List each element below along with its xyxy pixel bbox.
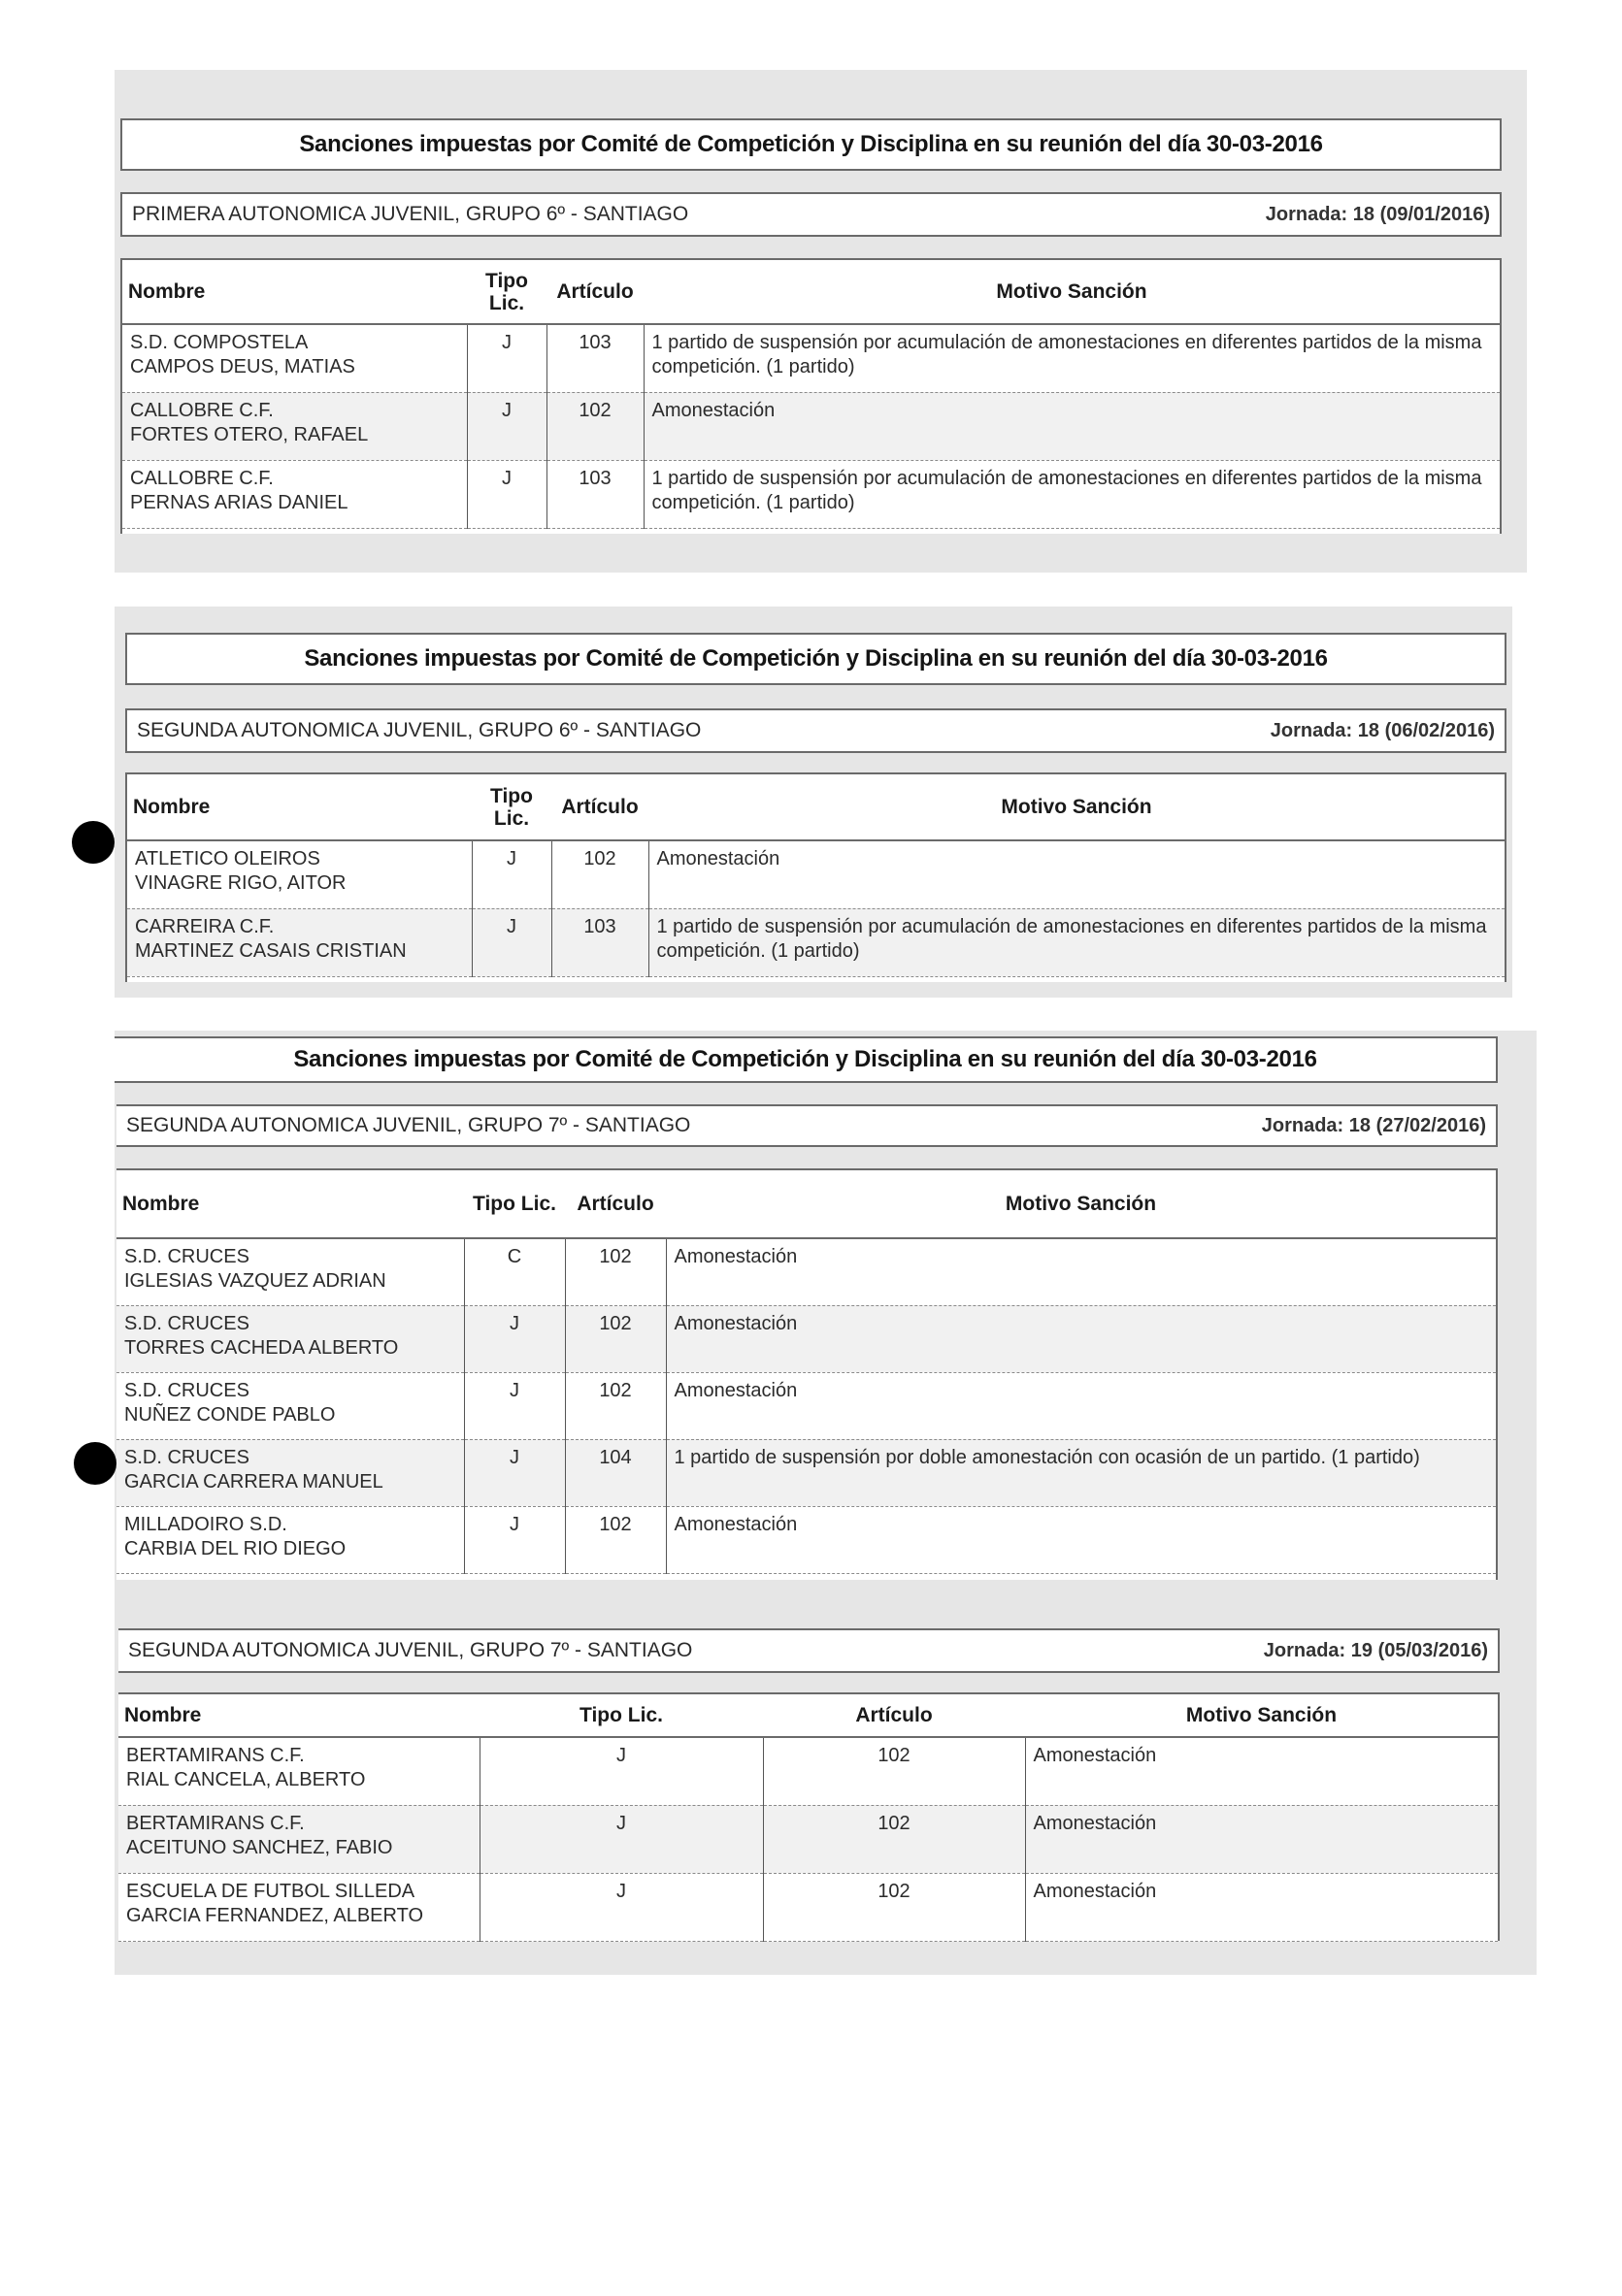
motivo: Amonestación bbox=[1025, 1737, 1498, 1805]
club-name: ESCUELA DE FUTBOL SILLEDA bbox=[126, 1880, 415, 1902]
competition-name: SEGUNDA AUTONOMICA JUVENIL, GRUPO 6º - SANTIAGO bbox=[137, 719, 702, 741]
jornada-label: Jornada: 18 (27/02/2016) bbox=[1261, 1114, 1486, 1136]
motivo: Amonestación bbox=[1025, 1873, 1498, 1941]
section-2-competition-bar bbox=[125, 708, 1506, 753]
punch-hole-dot bbox=[74, 1442, 116, 1485]
motivo: 1 partido de suspensión por acumulación de amonestaciones en diferentes partidos de la misma competición. (1 partido) bbox=[644, 324, 1500, 392]
motivo: 1 partido de suspensión por acumulación de amonestaciones en diferentes partidos de la misma competición. (1 partido) bbox=[648, 908, 1505, 976]
header-motivo: Motivo Sanción bbox=[648, 774, 1505, 840]
player-name: VINAGRE RIGO, AITOR bbox=[135, 872, 347, 894]
header-tipo-lic: Tipo Lic. bbox=[464, 1170, 565, 1238]
articulo: 102 bbox=[546, 392, 644, 460]
tipo-lic: J bbox=[472, 840, 551, 908]
articulo: 102 bbox=[565, 1372, 666, 1439]
club-name: S.D. COMPOSTELA bbox=[130, 332, 309, 353]
header-nombre: Nombre bbox=[118, 1694, 480, 1737]
section-3-competition-bar bbox=[116, 1104, 1498, 1147]
player-name: GARCIA CARRERA MANUEL bbox=[124, 1470, 383, 1492]
articulo: 102 bbox=[565, 1305, 666, 1372]
articulo: 102 bbox=[763, 1805, 1025, 1873]
tipo-lic: J bbox=[472, 908, 551, 976]
table-row bbox=[118, 1737, 1498, 1805]
section-4-table bbox=[118, 1692, 1500, 1941]
header-articulo: Artículo bbox=[763, 1694, 1025, 1737]
competition-name: SEGUNDA AUTONOMICA JUVENIL, GRUPO 7º - SANTIAGO bbox=[126, 1114, 691, 1136]
table-row bbox=[122, 324, 1500, 392]
tipo-lic: C bbox=[464, 1238, 565, 1305]
table-row bbox=[116, 1238, 1496, 1305]
table-row bbox=[127, 840, 1505, 908]
club-name: BERTAMIRANS C.F. bbox=[126, 1812, 305, 1834]
section-1-competition-bar bbox=[120, 192, 1502, 237]
club-name: S.D. CRUCES bbox=[124, 1446, 249, 1468]
player-name: IGLESIAS VAZQUEZ ADRIAN bbox=[124, 1270, 386, 1292]
header-motivo: Motivo Sanción bbox=[666, 1170, 1496, 1238]
player-name: MARTINEZ CASAIS CRISTIAN bbox=[135, 939, 407, 962]
header-articulo: Artículo bbox=[565, 1170, 666, 1238]
tipo-lic: J bbox=[464, 1439, 565, 1506]
table-row bbox=[122, 392, 1500, 460]
club-name: CALLOBRE C.F. bbox=[130, 467, 274, 489]
articulo: 103 bbox=[551, 908, 648, 976]
section-1-table bbox=[120, 258, 1502, 534]
player-name: ACEITUNO SANCHEZ, FABIO bbox=[126, 1836, 393, 1858]
club-name: MILLADOIRO S.D. bbox=[124, 1513, 287, 1535]
articulo: 102 bbox=[565, 1506, 666, 1573]
articulo: 104 bbox=[565, 1439, 666, 1506]
player-name: CARBIA DEL RIO DIEGO bbox=[124, 1537, 347, 1559]
header-tipo-lic: Tipo Lic. bbox=[467, 260, 546, 324]
table-row bbox=[116, 1506, 1496, 1573]
motivo: Amonestación bbox=[666, 1305, 1496, 1372]
tipo-lic: J bbox=[467, 460, 546, 528]
header-tipo-lic: Tipo Lic. bbox=[480, 1694, 763, 1737]
tipo-lic: J bbox=[467, 392, 546, 460]
player-name: CAMPOS DEUS, MATIAS bbox=[130, 356, 355, 377]
club-name: S.D. CRUCES bbox=[124, 1312, 249, 1334]
motivo: Amonestación bbox=[666, 1238, 1496, 1305]
table-row bbox=[116, 1439, 1496, 1506]
jornada-label: Jornada: 18 (09/01/2016) bbox=[1265, 203, 1490, 225]
tipo-lic: J bbox=[467, 324, 546, 392]
section-title-text: Sanciones impuestas por Comité de Competición y Disciplina en su reunión del día 30-03-2016 bbox=[293, 1046, 1317, 1072]
section-3-title bbox=[115, 1036, 1498, 1083]
player-name: FORTES OTERO, RAFAEL bbox=[130, 423, 369, 445]
articulo: 102 bbox=[763, 1873, 1025, 1941]
header-articulo: Artículo bbox=[551, 774, 648, 840]
motivo: Amonestación bbox=[644, 392, 1500, 460]
motivo: Amonestación bbox=[666, 1372, 1496, 1439]
jornada-label: Jornada: 18 (06/02/2016) bbox=[1270, 719, 1495, 741]
tipo-lic: J bbox=[480, 1805, 763, 1873]
header-nombre: Nombre bbox=[122, 260, 467, 324]
player-name: RIAL CANCELA, ALBERTO bbox=[126, 1769, 366, 1790]
tipo-lic: J bbox=[464, 1506, 565, 1573]
articulo: 102 bbox=[565, 1238, 666, 1305]
section-2-title bbox=[125, 633, 1506, 685]
header-nombre: Nombre bbox=[127, 774, 472, 840]
motivo: Amonestación bbox=[648, 840, 1505, 908]
tipo-lic: J bbox=[480, 1737, 763, 1805]
header-motivo: Motivo Sanción bbox=[1025, 1694, 1498, 1737]
player-name: GARCIA FERNANDEZ, ALBERTO bbox=[126, 1904, 424, 1926]
club-name: CALLOBRE C.F. bbox=[130, 399, 274, 421]
table-row bbox=[127, 908, 1505, 976]
table-row bbox=[116, 1305, 1496, 1372]
header-motivo: Motivo Sanción bbox=[644, 260, 1500, 324]
articulo: 102 bbox=[551, 840, 648, 908]
section-title-text: Sanciones impuestas por Comité de Competición y Disciplina en su reunión del día 30-03-2016 bbox=[299, 131, 1323, 157]
section-1-title bbox=[120, 118, 1502, 171]
header-nombre: Nombre bbox=[116, 1170, 464, 1238]
section-4-competition-bar bbox=[118, 1628, 1500, 1673]
articulo: 103 bbox=[546, 324, 644, 392]
competition-name: SEGUNDA AUTONOMICA JUVENIL, GRUPO 7º - SANTIAGO bbox=[128, 1639, 693, 1661]
articulo: 103 bbox=[546, 460, 644, 528]
tipo-lic: J bbox=[480, 1873, 763, 1941]
section-3-table bbox=[116, 1168, 1498, 1580]
motivo: 1 partido de suspensión por acumulación de amonestaciones en diferentes partidos de la misma competición. (1 partido) bbox=[644, 460, 1500, 528]
club-name: S.D. CRUCES bbox=[124, 1379, 249, 1401]
motivo: Amonestación bbox=[1025, 1805, 1498, 1873]
articulo: 102 bbox=[763, 1737, 1025, 1805]
club-name: S.D. CRUCES bbox=[124, 1246, 249, 1267]
section-2-table bbox=[125, 772, 1506, 982]
table-row bbox=[118, 1873, 1498, 1941]
header-tipo-lic: Tipo Lic. bbox=[472, 774, 551, 840]
tipo-lic: J bbox=[464, 1372, 565, 1439]
player-name: PERNAS ARIAS DANIEL bbox=[130, 491, 348, 513]
player-name: TORRES CACHEDA ALBERTO bbox=[124, 1336, 399, 1359]
table-row bbox=[116, 1372, 1496, 1439]
player-name: NUÑEZ CONDE PABLO bbox=[124, 1403, 336, 1426]
punch-hole-dot bbox=[72, 821, 115, 864]
competition-name: PRIMERA AUTONOMICA JUVENIL, GRUPO 6º - SANTIAGO bbox=[132, 203, 689, 225]
motivo: 1 partido de suspensión por doble amonestación con ocasión de un partido. (1 partido) bbox=[666, 1439, 1496, 1506]
club-name: BERTAMIRANS C.F. bbox=[126, 1745, 305, 1766]
header-articulo: Artículo bbox=[546, 260, 644, 324]
table-row bbox=[122, 460, 1500, 528]
tipo-lic: J bbox=[464, 1305, 565, 1372]
motivo: Amonestación bbox=[666, 1506, 1496, 1573]
club-name: ATLETICO OLEIROS bbox=[135, 848, 320, 869]
club-name: CARREIRA C.F. bbox=[135, 915, 275, 937]
jornada-label: Jornada: 19 (05/03/2016) bbox=[1263, 1639, 1488, 1661]
section-title-text: Sanciones impuestas por Comité de Competición y Disciplina en su reunión del día 30-03-2016 bbox=[304, 645, 1328, 672]
table-row bbox=[118, 1805, 1498, 1873]
